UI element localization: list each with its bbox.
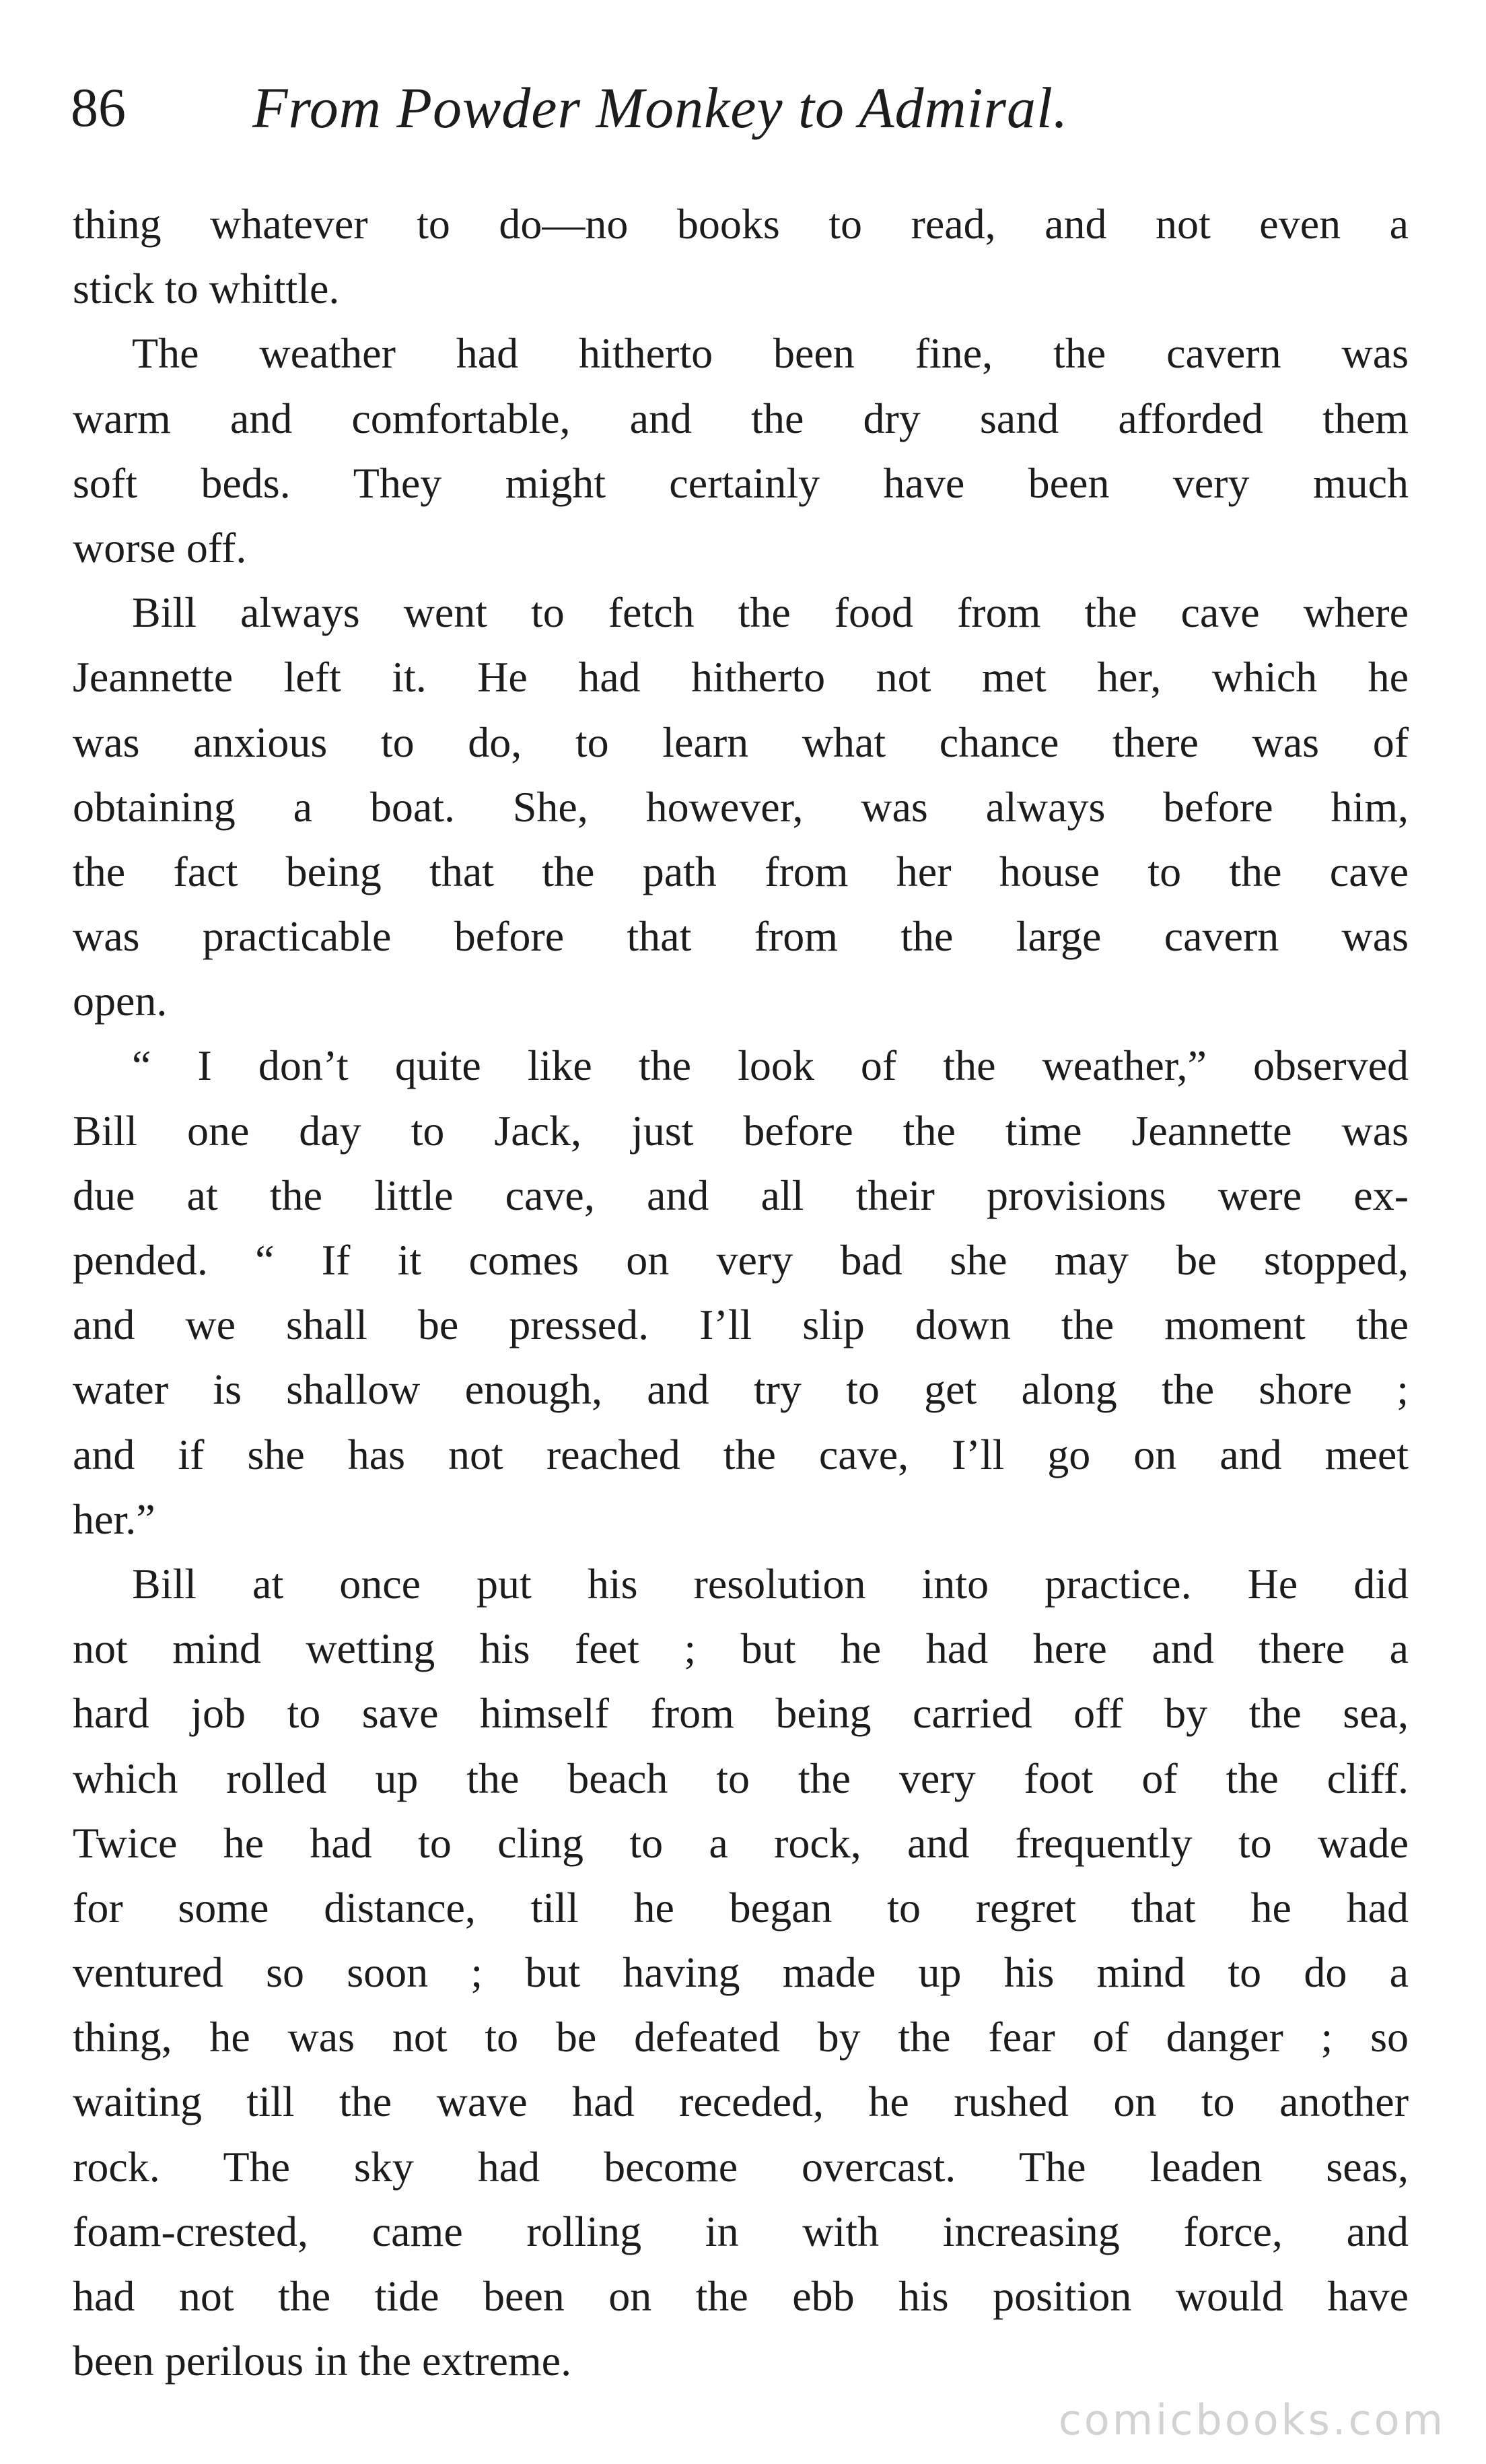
text-line: and if she has not reached the cave, I’ll go on and meet [73,1430,1409,1478]
text-line: worse off. [73,523,247,572]
text-line: ventured so soon ; but having made up his mind to do a [73,1948,1409,1997]
text-line: waiting till the wave had receded, he rushed on to another [73,2078,1409,2126]
text-line: been perilous in the extreme. [73,2337,572,2385]
text-line: Bill at once put his resolution into practice. He did [132,1559,1409,1608]
text-line: which rolled up the beach to the very foot of the cliff. [73,1754,1409,1802]
text-line: hard job to save himself from being carried off by the sea, [73,1689,1409,1738]
text-line: Bill always went to fetch the food from the cave where [132,588,1409,637]
text-line: thing, he was not to be defeated by the fear of danger ; so [73,2013,1409,2061]
body-text [73,192,1409,2393]
running-head [71,64,1417,151]
text-line: Bill one day to Jack, just before the time Jeannette was [73,1106,1409,1155]
text-line: had not the tide been on the ebb his position would have [73,2272,1409,2320]
text-line: the fact being that the path from her house to the cave [73,847,1409,895]
text-line: warm and comfortable, and the dry sand afforded them [73,394,1409,442]
text-line: stick to whittle. [73,265,340,313]
watermark-logo: comicbooks.com [1058,2395,1446,2444]
page-number: 86 [71,77,126,138]
text-line: and we shall be pressed. I’ll slip down the moment the [73,1301,1409,1349]
text-line: foam-crested, came rolling in with increasing force, and [73,2207,1409,2255]
text-line: soft beds. They might certainly have been very much [73,458,1409,507]
text-line: her.” [73,1495,155,1543]
text-line: pended. “ If it comes on very bad she may be stopped, [73,1236,1409,1284]
book-title: From Powder Monkey to Admiral. [252,75,1069,140]
text-line: for some distance, till he began to regret that he had [73,1883,1409,1931]
text-line: was practicable before that from the large cavern was [73,912,1409,961]
text-line: “ I don’t quite like the look of the weather,” observed [132,1041,1409,1090]
text-line: obtaining a boat. She, however, was always before him, [73,782,1409,831]
text-line: rock. The sky had become overcast. The leaden seas, [73,2142,1409,2191]
text-line: The weather had hitherto been fine, the cavern was [132,329,1409,378]
text-line: was anxious to do, to learn what chance there was of [73,718,1409,766]
text-line: thing whatever to do—no books to read, and not even a [73,200,1409,248]
text-line: open. [73,977,168,1025]
text-line: not mind wetting his feet ; but he had here and there a [73,1624,1409,1673]
text-line: Jeannette left it. He had hitherto not met her, which he [73,653,1409,701]
text-line: due at the little cave, and all their provisions were ex- [73,1171,1409,1219]
text-line: water is shallow enough, and try to get along the shore ; [73,1365,1409,1414]
text-line: Twice he had to cling to a rock, and frequently to wade [73,1818,1409,1867]
